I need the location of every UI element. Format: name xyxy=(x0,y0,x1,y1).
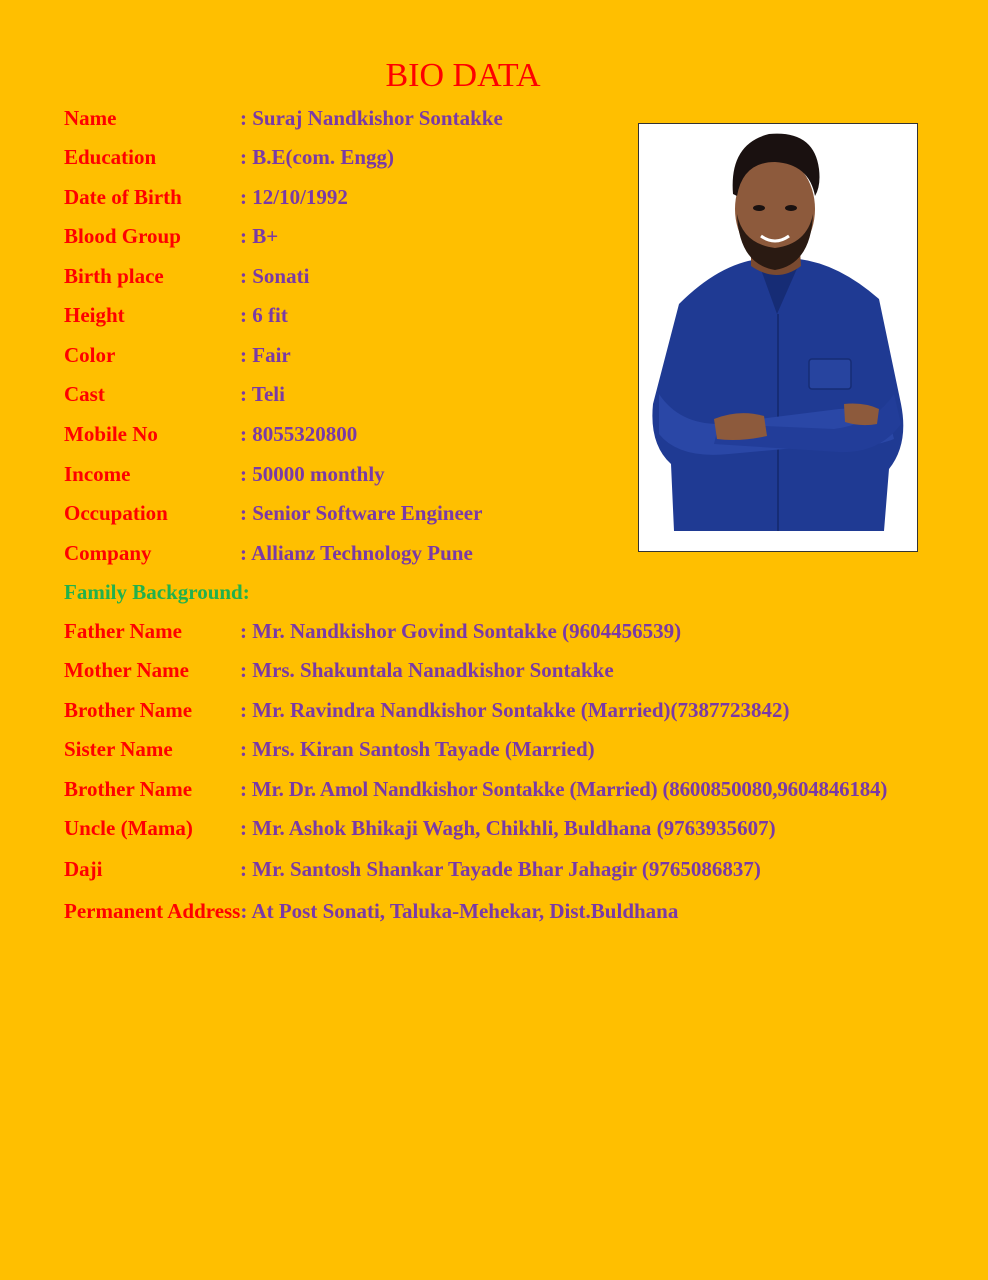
field-value: : Mrs. Kiran Santosh Tayade (Married) xyxy=(240,737,595,761)
page-title: BIO DATA xyxy=(385,57,541,94)
field-value: : Allianz Technology Pune xyxy=(240,541,473,565)
field-row-brother-name-2 xyxy=(64,775,887,803)
field-row-birth-place xyxy=(64,262,309,290)
field-value: : Teli xyxy=(240,382,285,406)
field-value: : Sonati xyxy=(240,264,310,288)
field-row-brother-name-1 xyxy=(64,696,790,724)
field-label: Mother Name xyxy=(64,658,189,682)
field-value: : Mr. Santosh Shankar Tayade Bhar Jahagir (9765086837) xyxy=(240,857,761,881)
address-value: : At Post Sonati, Taluka-Mehekar, Dist.Buldhana xyxy=(240,899,679,923)
field-value: : 8055320800 xyxy=(240,422,358,446)
field-row-education xyxy=(64,143,394,171)
field-row-mother-name xyxy=(64,656,614,684)
field-label: Color xyxy=(64,343,116,367)
field-row-cast xyxy=(64,380,285,408)
field-row-mobile-no xyxy=(64,420,357,448)
field-label: Sister Name xyxy=(64,737,173,761)
field-row-father-name xyxy=(64,617,681,645)
field-label: Brother Name xyxy=(64,777,193,801)
field-row-blood-group xyxy=(64,222,278,250)
profile-photo xyxy=(638,123,918,552)
field-label: Mobile No xyxy=(64,422,158,446)
field-label: Brother Name xyxy=(64,698,193,722)
field-value: : Mr. Dr. Amol Nandkishor Sontakke (Married) (8600850080,9604846184) xyxy=(240,777,888,801)
field-value: : B+ xyxy=(240,224,279,248)
field-label: Father Name xyxy=(64,619,182,643)
field-row-color xyxy=(64,341,291,369)
field-value: : Mr. Ravindra Nandkishor Sontakke (Married)(7387723842) xyxy=(240,698,790,722)
person-photo-illustration xyxy=(639,124,917,551)
field-label: Company xyxy=(64,541,152,565)
field-label: Date of Birth xyxy=(64,185,182,209)
field-value: : B.E(com. Engg) xyxy=(240,145,394,169)
field-row-company xyxy=(64,539,473,567)
field-row-date-of-birth xyxy=(64,183,348,211)
field-label: Education xyxy=(64,145,157,169)
address-label: Permanent Address xyxy=(64,899,241,923)
field-value: : 6 fit xyxy=(240,303,288,327)
field-label: Occupation xyxy=(64,501,168,525)
field-value: : Mrs. Shakuntala Nanadkishor Sontakke xyxy=(240,658,614,682)
field-row-uncle-mama xyxy=(64,814,776,842)
field-row-occupation xyxy=(64,499,482,527)
family-background-heading: Family Background: xyxy=(64,580,250,604)
field-label: Cast xyxy=(64,382,105,406)
field-value: : 50000 monthly xyxy=(240,462,385,486)
field-row-height xyxy=(64,301,288,329)
field-label: Birth place xyxy=(64,264,164,288)
field-label: Blood Group xyxy=(64,224,181,248)
field-label: Daji xyxy=(64,857,103,881)
field-row-income xyxy=(64,460,385,488)
field-value: : 12/10/1992 xyxy=(240,185,348,209)
field-value: : Suraj Nandkishor Sontakke xyxy=(240,106,503,130)
field-label: Height xyxy=(64,303,125,327)
field-row-daji xyxy=(64,855,761,883)
field-value: : Mr. Nandkishor Govind Sontakke (9604456539) xyxy=(240,619,682,643)
field-label: Uncle (Mama) xyxy=(64,816,193,840)
field-value: : Mr. Ashok Bhikaji Wagh, Chikhli, Buldhana (9763935607) xyxy=(240,816,776,840)
field-value: : Senior Software Engineer xyxy=(240,501,483,525)
field-row-sister-name xyxy=(64,735,595,763)
field-label: Income xyxy=(64,462,131,486)
permanent-address-row xyxy=(64,897,678,925)
field-value: : Fair xyxy=(240,343,291,367)
field-label: Name xyxy=(64,106,117,130)
field-row-name xyxy=(64,104,503,132)
